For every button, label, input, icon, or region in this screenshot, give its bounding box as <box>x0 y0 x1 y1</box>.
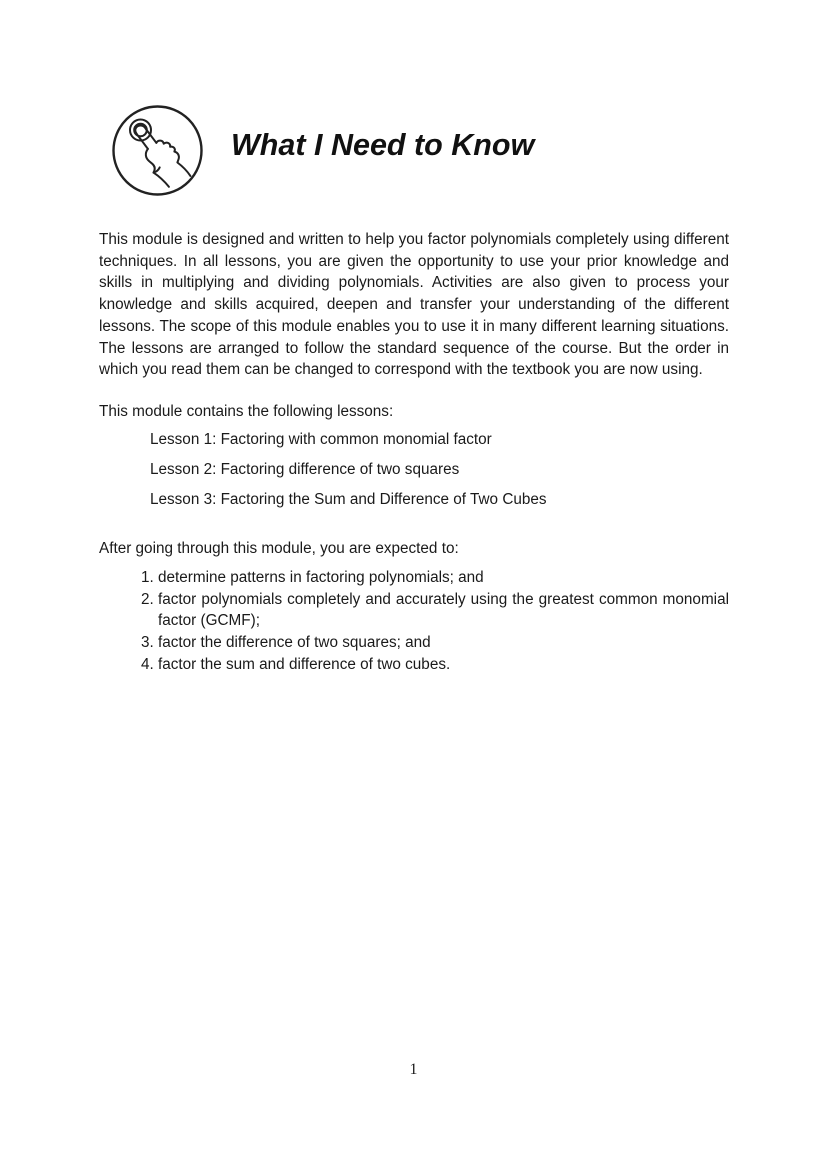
intro-paragraph: This module is designed and written to help you factor polynomials completely using different techniques. In all lessons, you are given the opportunity to use your prior knowledge and skills in multiplying and dividing polynomials. Activities are also given to process your knowledge and skills acquired, deepen and transfer your understanding of the different lessons. The scope of this module enables you to use it in many different learning situations. The lessons are arranged to follow the standard sequence of the course. But the order in which you read them can be changed to correspond with the textbook you are now using. <box>99 231 729 379</box>
objective-item: 2. factor polynomials completely and accurately using the greatest common monomial factor (GCMF); <box>158 589 729 632</box>
lesson-item: Lesson 3: Factoring the Sum and Difference of Two Cubes <box>150 490 547 508</box>
objective-item: 1. determine patterns in factoring polynomials; and <box>158 567 729 589</box>
objective-item: 4. factor the sum and difference of two cubes. <box>158 654 729 676</box>
lessons-heading: This module contains the following lessons: <box>99 402 394 420</box>
section-header <box>110 103 534 198</box>
objectives-heading: After going through this module, you are expected to: <box>99 540 459 558</box>
page-content <box>99 229 729 676</box>
hand-touch-icon <box>110 103 205 198</box>
lesson-item: Lesson 2: Factoring difference of two squares <box>150 460 460 478</box>
objectives-list <box>99 567 729 676</box>
objective-item: 3. factor the difference of two squares; and <box>158 632 729 654</box>
lesson-item: Lesson 1: Factoring with common monomial factor <box>150 430 492 448</box>
lesson-list <box>99 429 729 511</box>
page-number: 1 <box>409 1061 418 1078</box>
section-title: What I Need to Know <box>231 128 535 162</box>
